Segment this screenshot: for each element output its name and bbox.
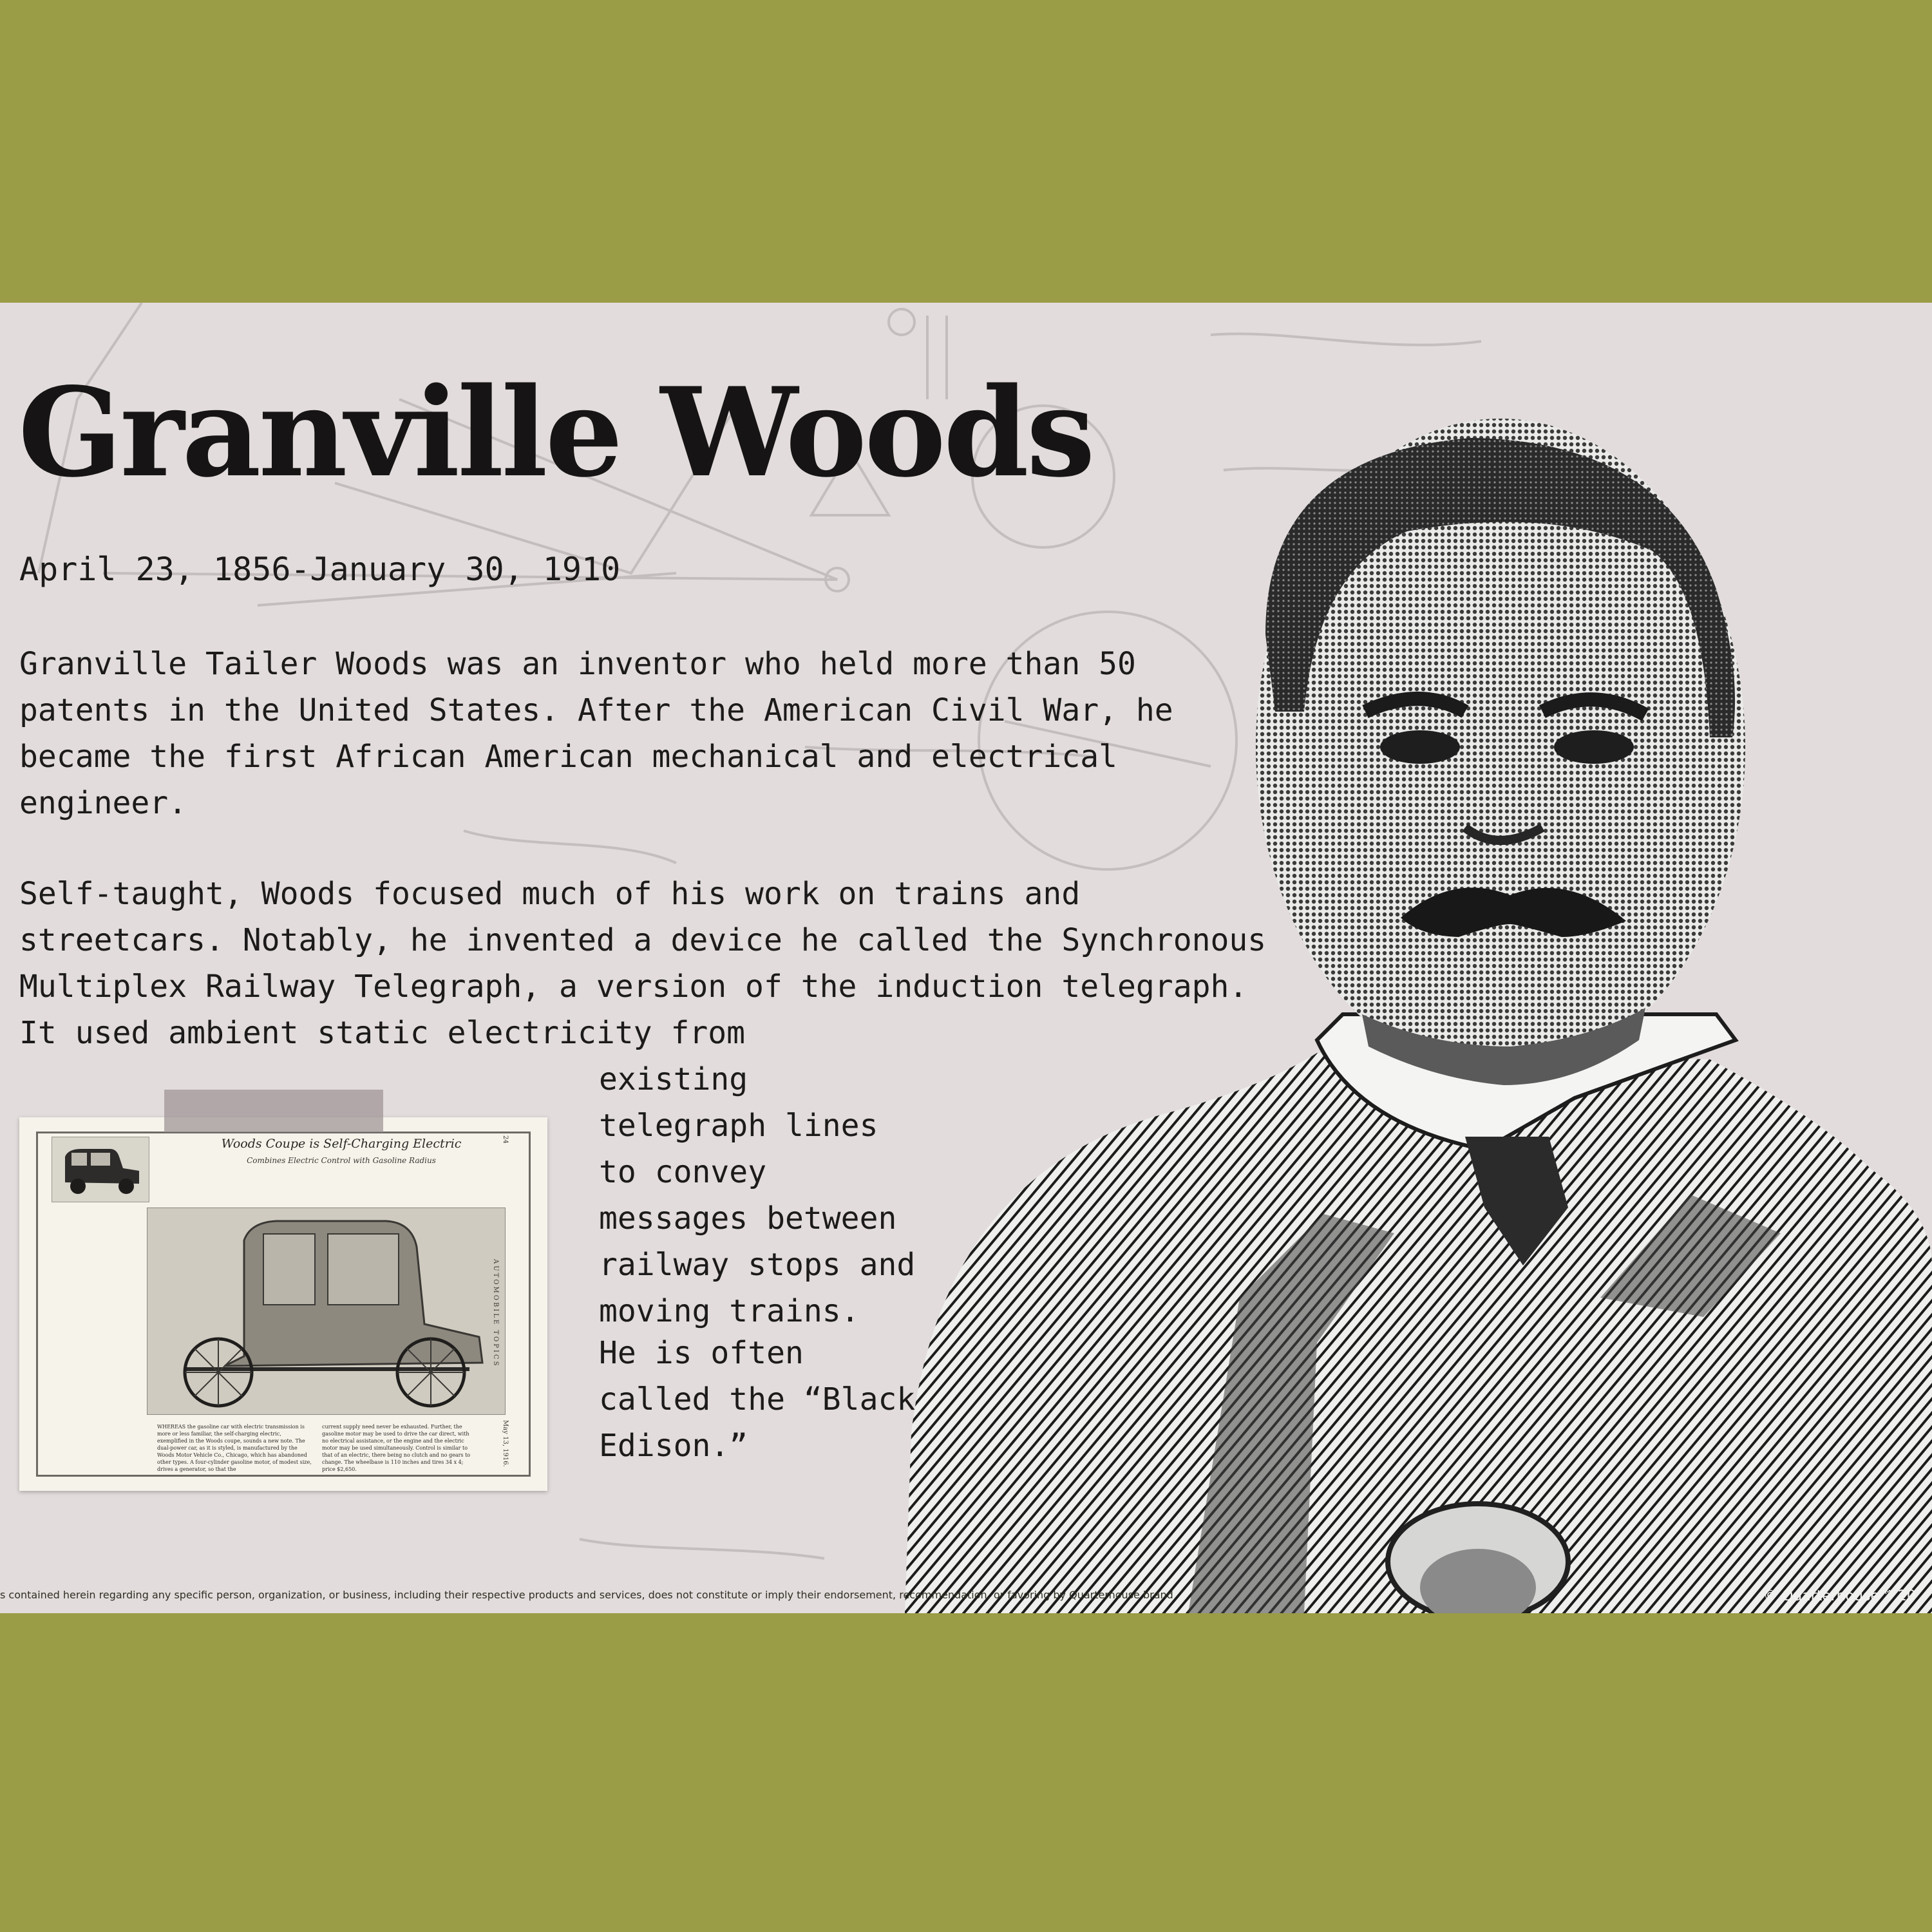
clipping-headline: Woods Coupe is Self-Charging Electric bbox=[221, 1137, 462, 1151]
newspaper-clipping bbox=[19, 1117, 547, 1491]
copyright-notice: © Quarterhouse™ 20 bbox=[1763, 1588, 1916, 1604]
intro-paragraph: Granville Tailer Woods was an inventor who held more than 50 patents in the United States. After the American Civil War, he became the first African American mechanical and electrical engineer. bbox=[19, 646, 1173, 821]
page-title: Granville Woods bbox=[18, 361, 1093, 504]
portrait-engraving bbox=[905, 377, 1932, 1613]
clipping-body-column-1: WHEREAS the gasoline car with electric transmission is more or less familiar, the self-charging electric, exemplified in the Woods coupe, sounds a new note. The dual-power car, as it is styled, is manufactured by the Woods Motor Vehicle Co., Chicago, which has abandoned other types. A four-cylinder gasoline motor, of modest size, drives a generator, so that the bbox=[157, 1424, 312, 1472]
clipping-subheadline: Combines Electric Control with Gasoline Radius bbox=[247, 1156, 436, 1165]
clipping-issue-date: May 13, 1916. bbox=[502, 1420, 509, 1467]
poster-panel bbox=[0, 303, 1932, 1613]
clipping-page-number: 24 bbox=[502, 1135, 509, 1144]
small-car-illustration bbox=[52, 1137, 149, 1202]
nickname-paragraph: He is often called the “Black Edison.” bbox=[599, 1335, 916, 1464]
clipping-side-label: AUTOMOBILE TOPICS bbox=[492, 1259, 499, 1368]
work-paragraph: Self-taught, Woods focused much of his work on trains and streetcars. Notably, he invented a device he called the Synchronous Multiplex Railway Telegraph, a version of the induction telegraph. It used ambient static electricity from bbox=[19, 876, 1267, 1051]
tape-strip bbox=[164, 1090, 383, 1132]
work-paragraph-continued: existing telegraph lines to convey messages between railway stops and moving trains. bbox=[599, 1061, 916, 1329]
footer-disclaimer: s contained herein regarding any specific person, organization, or business, including their respective products and services, does not constitute or imply their endorsement, recommendation, or favoring by Quarterhouse brand bbox=[0, 1589, 1173, 1601]
life-dates: April 23, 1856-January 30, 1910 bbox=[19, 551, 621, 588]
clipping-body-column-2: current supply need never be exhausted. Further, the gasoline motor may be used to drive the car direct, with no electrical assistance, or the engine and the electric motor may be used simultaneously. Control is similar to that of an electric, there being no clutch and no gears to change. The wheelbase is 110 inches and tires 34 x 4; price $2,650. bbox=[322, 1424, 471, 1472]
woods-coupe-illustration bbox=[147, 1208, 506, 1415]
